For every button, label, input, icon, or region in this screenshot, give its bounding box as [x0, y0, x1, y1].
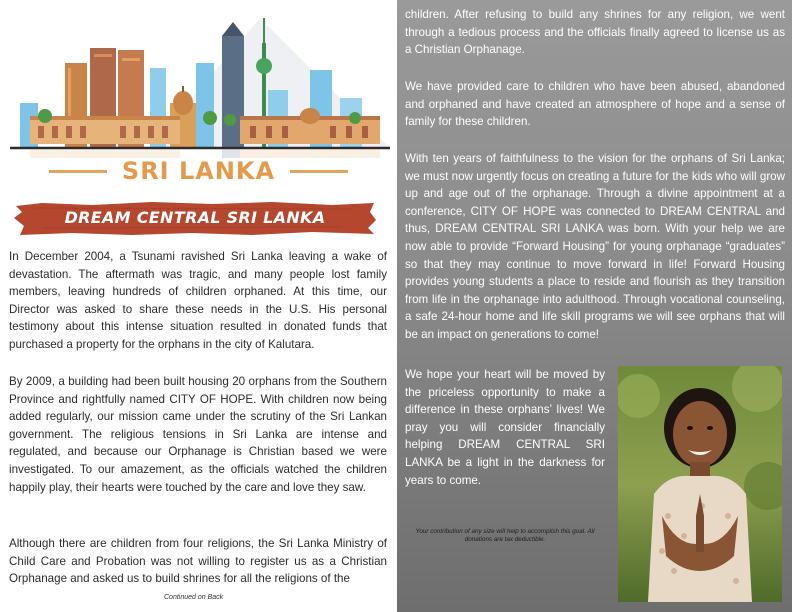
right-paragraph-1: children. After refusing to build any shrines for any religion, we went through a tedious process and the officials finally agreed to license us as a Christian Orphanage. [405, 8, 785, 57]
right-paragraph-3: With ten years of faithfulness to the vision for the orphans of Sri Lanka; we must now urgently focus on creating a future for the kids who will grow up and age out of the orphanage. Through a divine appointment at a conference, CITY OF HOPE was connected to DREAM CENTRAL and thus, DREAM CENTRAL SRI LANKA was born. With your help we are now able to provide “Forward Housing” for young orphanage “graduates” so that they may continue to move forward in life! Forward Housing provides young students a place to reside and flourish as they transition from life in the orphanage into adulthood. Through vocational counseling, a safe 24-hour home and life skill programs we will see orphans that will be an impact on generations to come! [405, 152, 785, 341]
left-paragraph-1: In December 2004, a Tsunami ravished Sri Lanka leaving a wake of devastation. The aftermath was tragic, and many people lost family members, leaving hundreds of children orphaned. At this time, our Director was asked to share these needs in the U.S. His personal testimony about this intense situation resulted in donated funds that purchased a property for the orphans in the city of Kalutara. [9, 250, 387, 351]
right-paragraph-4: We hope your heart will be moved by the priceless opportunity to make a difference in these orphans’ lives! We pray you will consider financially helping DREAM CENTRAL SRI LANKA be a light in the darkness for years to come. [405, 368, 605, 487]
skyline-illustration [10, 8, 390, 158]
country-title-text: SRI LANKA [121, 157, 276, 185]
banner-title: DREAM CENTRAL SRI LANKA [64, 208, 326, 227]
donation-note: Your contribution of any size will help to accomplish this goal. All donations are tax deductible. [415, 528, 595, 543]
continued-note: Continued on Back [164, 594, 224, 601]
title-rule-left [49, 170, 107, 173]
left-paragraph-2: By 2009, a building had been built housing 20 orphans from the Southern Province and rightfully named CITY OF HOPE. With children now being added regularly, our mission came under the scrutiny of the Sri Lankan government. The religious tensions in Sri Lanka are intense and regulated, and because our Orphanage is Christian based we were investigated. To our amazement, as the officials watched the children happily play, their hearts were touched by the care and love they saw. [9, 375, 387, 494]
title-rule-right [290, 170, 348, 173]
right-panel [397, 0, 792, 612]
country-title [0, 157, 397, 187]
girl-photo [618, 366, 782, 602]
left-paragraph-3: Although there are children from four religions, the Sri Lanka Ministry of Child Care and Probation was not willing to register us as a Christian Orphanage and asked us to build shrines for all the religions of the [9, 537, 387, 586]
right-paragraph-2: We have provided care to children who have been abused, abandoned and orphaned and have created an atmosphere of hope and a sense of family for these children. [405, 80, 785, 129]
